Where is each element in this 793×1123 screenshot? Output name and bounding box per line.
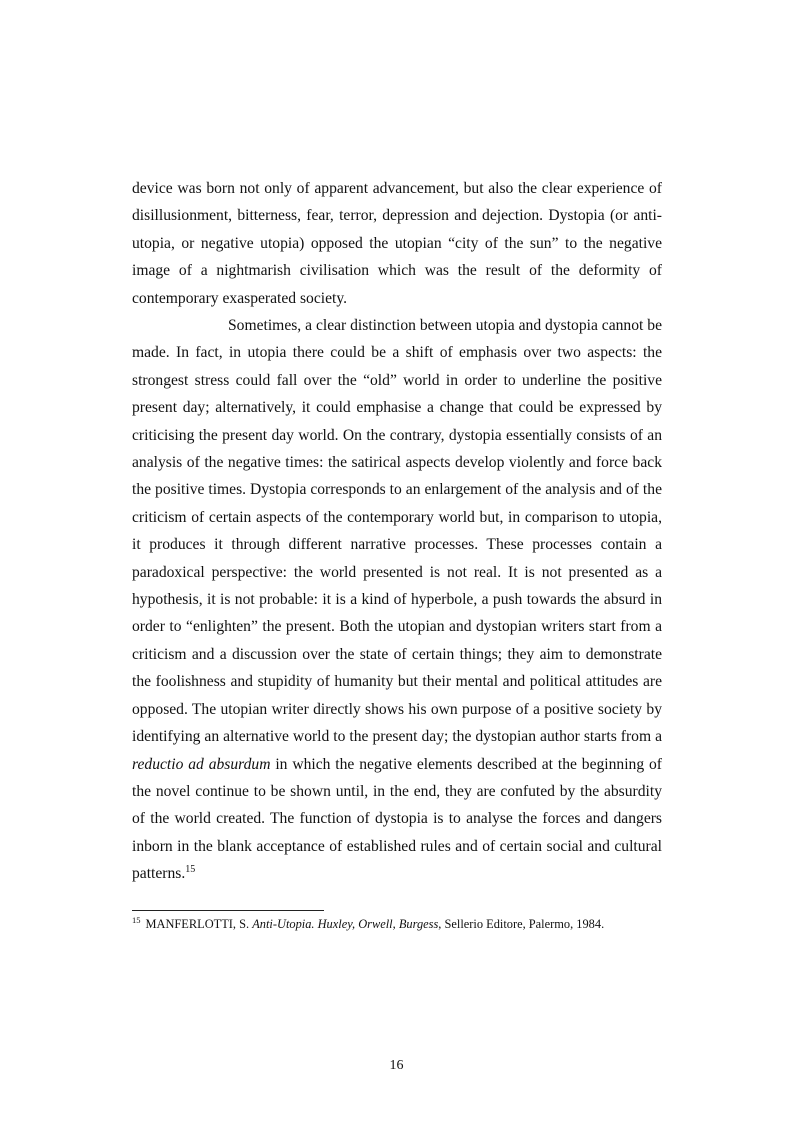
latin-phrase: reductio ad absurdum bbox=[132, 755, 271, 773]
footnote-title: Anti-Utopia. Huxley, Orwell, Burgess bbox=[252, 917, 439, 931]
footnote-number: 15 bbox=[132, 915, 141, 925]
footnote-author: MANFERLOTTI, S. bbox=[145, 917, 250, 931]
body-paragraph-2 bbox=[132, 312, 662, 888]
paragraph-2-text-start: Sometimes, a clear distinction between utopia and dystopia cannot be made. In fact, in utopia there could be a shift of emphasis over two aspects: the strongest stress could fall over the “old” world in order to underline the positive present day; alternatively, it could emphasise a change that could be expressed by criticising the present day world. On the contrary, dystopia essentially consists of an analysis of the negative times: the satirical aspects develop violently and force back the positive times. Dystopia corresponds to an enlargement of the analysis and of the criticism of certain aspects of the contemporary world but, in comparison to utopia, it produces it through different narrative processes. These processes contain a paradoxical perspective: the world presented is not real. It is not presented as a hypothesis, it is not probable: it is a kind of hyperbole, a push towards the absurd in order to “enlighten” the present. Both the utopian and dystopian writers start from a criticism and a discussion over the state of certain things; they aim to demonstrate the foolishness and stupidity of humanity but their mental and political attitudes are opposed. The utopian writer directly shows his own purpose of a positive society by identifying an alternative world to the present day; the dystopian author starts from a bbox=[132, 317, 662, 746]
paragraph-1-text: device was born not only of apparent advancement, but also the clear experience of disillusionment, bitterness, fear, terror, depression and dejection. Dystopia (or anti-utopia, or negative utopia) opposed the utopian “city of the sun” to the negative image of a nightmarish civilisation which was the result of the deformity of contemporary exasperated society. bbox=[132, 180, 662, 307]
paragraph-2-text-end: in which the negative elements described at the beginning of the novel continue to be shown until, in the end, they are confuted by the absurdity of the world created. The function of dystopia is to analyse the forces and dangers inborn in the blank acceptance of established rules and of certain social and cultural patterns. bbox=[132, 755, 662, 883]
body-paragraph-1 bbox=[132, 175, 662, 312]
footnote-reference: 15 bbox=[185, 864, 196, 876]
page-number: 16 bbox=[389, 1058, 404, 1073]
footnote-separator bbox=[132, 910, 324, 911]
footnote-publisher: , Sellerio Editore, Palermo, 1984. bbox=[438, 917, 605, 931]
footnote bbox=[132, 915, 692, 933]
